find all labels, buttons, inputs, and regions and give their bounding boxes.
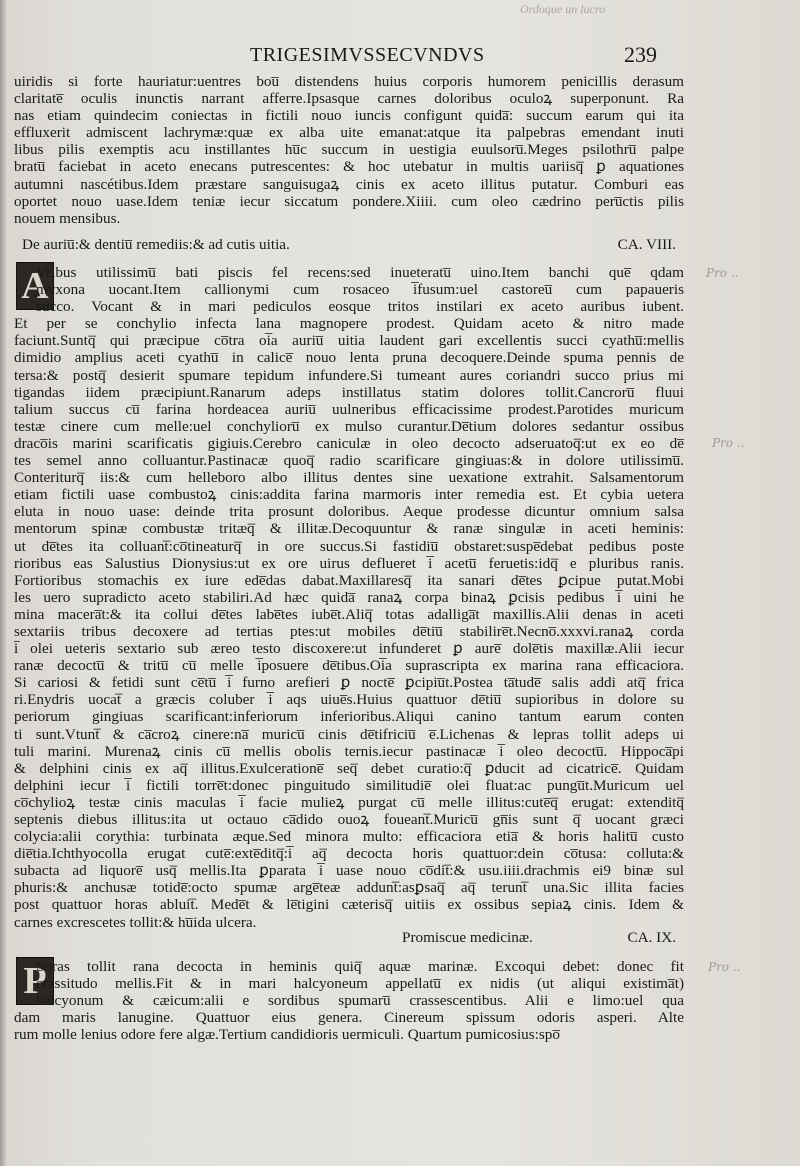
text-line: ranæ decoctu̅ & tritu̅ cu̅ melle i̅posuere de̅tibus.Oi̅a suprascripta ex marina rana efficaciora. [14, 657, 684, 675]
text-line: Si cariosi & fetidi sunt ce̅tu̅ i̅ furno arefieri ꝑ nocte̅ ꝑcipiu̅t.Postea ta̅tude̅ salis addi atq̅ frica [14, 674, 684, 692]
heading-spacer [22, 929, 402, 946]
page-header [0, 44, 800, 70]
chapter-heading-viii [14, 236, 684, 253]
text-line: eluta in nouo uase: deinde trita prosunt doloribus. Aeque prodesse dicuntur omnium salsa [14, 503, 684, 521]
text-line: oportet nouo uase.Idem teniæ iecur siccatum pondere.Xiiii. cum oleo cædrino peru̅ctis pilis [14, 192, 684, 210]
margin-note: Pro .. [706, 266, 739, 280]
text-line: halcyonum & cæicum:alii e sordibus spumaru̅ crassescentibus. Alii e limo:uel qua [36, 992, 684, 1010]
text-line: Fortioribus stomachis ex iure ede̅das dabat.Maxillaresq̅ ita sanari de̅tes ꝑcipue putat.Mobi [14, 571, 684, 589]
text-line: mina macera̅t:& ita collui de̅tes labe̅tes iube̅t.Aliq̅ totas adalliga̅t maxillis.Alii denas in aceti [14, 605, 684, 623]
text-line: nouem mensibus. [14, 209, 121, 227]
text-line: Soras tollit rana decocta in heminis quiq̅ aquæ marinæ. Excoqui debet: donec fit [36, 958, 684, 975]
text-line: tes semel anno colluantur.Pastinacæ quoq̅ radio scarificare gingiuas:& in dolore utilissimu̅. [14, 452, 684, 470]
text-line: dam maris lanugine. Quattuor eius genera. Cinereum spissum odoris asperi. Alte [14, 1009, 684, 1027]
text-line: ut de̅tes ita colluant̅:co̅tineaturq̅ in ore succus.Si fastidiu̅ obstaret:suspe̅debat pedibus poste [14, 537, 684, 555]
text-line: effluxerit admiscent lachrymæ:quæ ex alba uite emanat:atque ita palpebras emendant inuti [14, 124, 684, 142]
text-line: crassitudo mellis.Fit & in mari halcyoneum appellatu̅ ex nidis (ut aliqui existima̅t) [36, 975, 684, 993]
text-line: faciunt.Suntq̅ qui præcipue co̅tra oi̅a auriu̅ uitia laudent gari excellentis succi cyathu̅:mellis [14, 332, 684, 350]
text-block-opening [14, 73, 684, 227]
text-line: carnes excrescetes tollit:& hu̅ida ulcera. [14, 913, 257, 931]
text-line: periorum gingiuas scarificant:inferiorum inferioribus.Aliqui canino tantum earum conten [14, 708, 684, 726]
text-line: nas etiam quindecim coniectas in fictili nouo iuncis configunt quida̅: succum earum qui ita [14, 107, 684, 125]
text-line: tigandas iidem præcipiunt.Ranarum adeps instillatus statim dolores tollit.Cancroru̅ fluui [14, 383, 684, 401]
margin-note: Pro .. [708, 960, 741, 974]
text-block-chapter-viii [14, 264, 684, 931]
text-line: etiam fictili uase combustoꝝ cinis:addita farina marmoris inter remedia est. Et cybia uetera [14, 486, 684, 504]
text-line: Et per se conchylio infecta lana magnopere prodest. Quidam aceto & nitro made [14, 315, 684, 333]
text-line: post quattuor horas abluit̅. Mede̅t & le̅tigini cæterisq̅ uitiis ex ossibus sepiaꝝ cinis. Idem & [14, 896, 684, 914]
text-line: bratu̅ faciebat in aceto enecans putrescentes: & hoc utebatur in multis uariisq̅ ꝑ aquationes [14, 158, 684, 176]
text-block-chapter-ix [14, 958, 684, 1043]
text-line: phuris:& anchusæ totide̅:octo spumæ arge̅teæ addunt̅:asꝑsaq̅ aq̅ terunt̅ una.Sic illita facies [14, 879, 684, 897]
text-line: & delphini cinis ex aq̅ illitus.Exulceratione̅ seq̅ debet curatio:q̅ ꝑducit ad cicatrice̅. Quidam [14, 759, 684, 777]
text-line: rum molle lenius odore fere algæ.Tertium candidioris uermiculi. Quartum pumicosius:spo̅ [14, 1026, 560, 1044]
chapter-ix-number: CA. IX. [627, 929, 676, 946]
text-line: tuli marini. Murenaꝝ cinis cu̅ mellis obolis ternis.iecur pastinacæ i̅ oleo decoctu̅. Hippoca̅pi [14, 742, 684, 760]
decorated-initial-p: P [16, 957, 54, 1005]
chapter-ix-title: Promiscue medicinæ. [402, 929, 533, 946]
text-line: rioribus eas Salustius Dionysius:ut ex ore uirus deflueret i̅ acetu̅ feruetis:idq̅ e pluribus ranis. [14, 554, 684, 572]
text-line: ti sunt.Vtunt̅ & ca̅croꝝ cinere:na̅ muricu̅ cinis de̅tifriciu̅ e̅.Lichenas & lepras tollit adeps ui [14, 725, 684, 743]
text-line: Vribus utilissimu̅ bati piscis fel recens:sed inueteratu̅ uino.Item banchi que̅ qdam [36, 264, 684, 281]
decorated-initial-a: A [16, 262, 54, 310]
text-line: i̅ olei ueteris sextario sub æreo testo discoxere:ut infunderet ꝑ aure̅ dole̅tis maxillæ.Alii iecur [14, 640, 684, 658]
text-line: die̅tia.Ichthyocolla erugat cute̅:exte̅ditq̅:i̅ aq̅ decocta horis quattuor:dein co̅tusa: colluta:& [14, 845, 684, 863]
chapter-viii-number: CA. VIII. [617, 236, 676, 253]
text-line: tersa:& postq̅ desierit spumare tepidum infundere.Si tumeant aures coriandri succo prius mi [14, 366, 684, 384]
text-line: dimidio amplius aceti cyathu̅ in calice̅ nouo lenta pruna decoquere.Deinde spuma pennis de [14, 349, 684, 367]
chapter-heading-ix [14, 929, 684, 946]
text-line: septenis diebus illitus:ita ut octauo ca̅dido ouoꝝ foueant̅.Muricu̅ gn̅is sunt q̅ uocant græci [14, 811, 684, 828]
text-line: libus pilis exemptis acu instillantes hu̅c succum in uestigia euulsoru̅.Meges psilothru̅ palpe [14, 141, 684, 159]
top-margin-note: Ordoque un lucro [520, 2, 606, 16]
text-line: myxona uocant.Item callionymi cum rosaceo i̅fusum:uel castoreu̅ cum papaueris [36, 281, 684, 299]
text-line: claritate̅ oculis inunctis narrant afferre.Ipsasque carnes doloribus oculoꝝ superponunt. Ra [14, 90, 684, 108]
margin-note: Pro .. [712, 436, 745, 450]
folio-number: 239 [624, 42, 657, 67]
text-line: testæ cinere cum melle:uel conchylioru̅ ex mulso curantur.De̅tium dolores sedantur ossibus [14, 417, 684, 435]
chapter-viii-title: De auriu̅:& dentiu̅ remediis:& ad cutis uitia. [22, 236, 290, 253]
text-line: Conteriturq̅ iis:& cum helleboro albo illitus dentes sine uexatione extrahit. Salsamentorum [14, 469, 684, 487]
text-line: co̅chylioꝝ testæ cinis maculas i̅ facie mulieꝝ purgat cu̅ melle illitus:cute̅q̅ erugat: extenditq̅ [14, 793, 684, 811]
text-line: succo. Vocant & in mari pediculos eosque tritos instilari ex aceto auribus iubent. [36, 298, 684, 316]
text-line: sextariis tribus decoxere ad tertias ptes:ut mobiles de̅tiu̅ stabilire̅t.Necno̅.xxxvi.ranaꝝ corda [14, 622, 684, 640]
text-line: delphini iecur i̅ fictili torre̅t:donec pinguitudo similitudie̅ olei fluat:ac pungu̅t.Muricum uel [14, 776, 684, 794]
text-line: les uero supradicto aceto stabiliri.Ad hæc quida̅ ranaꝝ corpa binaꝝ ꝑcisis pedibus i̅ uini he [14, 588, 684, 606]
text-line: uiridis si forte hauriatur:uentres bou̅ distendens huius corporis humorem penicillis derasum [14, 73, 684, 90]
running-title: TRIGESIMVSSECVNDVS [250, 44, 485, 66]
text-line: colycia:alii corythia: turbinata æque.Sed minora multo: efficaciora etia̅ & horis halitu̅ custo [14, 828, 684, 846]
text-line: draco̅is marini scarificatis gigiuis.Cerebro caniculæ in oleo decocto adseruatoq̅:ut ex eo de̅ [14, 434, 684, 452]
text-line: subacta ad liquore̅ usq̅ mellis.Ita ꝑparata i̅ uase nouo co̅dit̅:& usu.iiii.drachmis ei9 binæ sul [14, 862, 684, 880]
text-line: ri.Enydris uocat̅ a græcis coluber i̅ aqs uiue̅s.Huius quattuor de̅tiu̅ supioribus in dolore su [14, 691, 684, 709]
text-line: mentorum spinæ combustæ tritæq̅ & illitæ.Decoquuntur & ranæ singulæ in aceti heminis: [14, 520, 684, 538]
text-line: talium succus cu̅ farina hordeacea auriu̅ uulneribus efficacissime prodest.Parotides muricum [14, 400, 684, 418]
text-line: autumni nascétibus.Idem præstare sanguisugaꝝ cinis ex aceto illitus putatur. Comburi eas [14, 175, 684, 193]
